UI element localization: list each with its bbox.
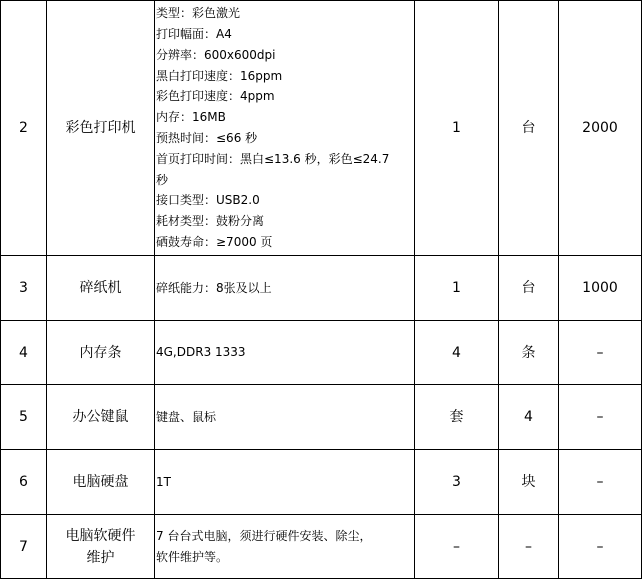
item-price: – (559, 321, 642, 385)
spec-line: 预热时间：≤66 秒 (156, 131, 258, 145)
row-index: 2 (1, 1, 47, 256)
spec-line: 软件维护等。 (156, 549, 229, 564)
item-name: 电脑硬盘 (47, 450, 155, 515)
row-index: 4 (1, 321, 47, 385)
item-name: 内存条 (47, 321, 155, 385)
spec-line: 接口类型：USB2.0 (156, 193, 260, 208)
row-index: 6 (1, 450, 47, 515)
item-quantity: 1 (415, 256, 499, 321)
spec-line: 碎纸能力：8张及以上 (156, 280, 272, 295)
spec-line: 键盘、鼠标 (156, 409, 217, 424)
spec-line: 4G,DDR3 1333 (156, 345, 246, 360)
item-unit: 条 (499, 321, 559, 385)
item-description (155, 256, 415, 321)
spec-line: 硒鼓寿命：≥7000 页 (156, 234, 273, 249)
row-index: 5 (1, 385, 47, 450)
item-description (155, 1, 415, 256)
item-quantity: 1 (415, 1, 499, 256)
spec-line: 秒 (156, 172, 169, 187)
spec-line: 彩色打印速度：4ppm (156, 89, 275, 104)
table-row (1, 321, 642, 385)
row-index: 3 (1, 256, 47, 321)
item-unit: 块 (499, 450, 559, 515)
item-price: – (559, 450, 642, 515)
spec-line: 7 台台式电脑，须进行硬件安装、除尘， (156, 528, 372, 543)
row-index: 7 (1, 515, 47, 579)
spec-line: 分辨率：600x600dpi (156, 47, 276, 62)
item-price: 1000 (559, 256, 642, 321)
item-quantity: 4 (415, 321, 499, 385)
item-unit: 4 (499, 385, 559, 450)
item-unit: – (499, 515, 559, 579)
item-price: 2000 (559, 1, 642, 256)
spec-line: 首页打印时间：黑白≤13.6 秒，彩色≤24.7 (156, 151, 390, 166)
item-name-line: 维护 (86, 549, 115, 566)
spec-line: 类型：彩色激光 (156, 6, 241, 21)
item-name-line: 电脑软硬件 (65, 527, 136, 544)
item-quantity: 3 (415, 450, 499, 515)
item-price: – (559, 385, 642, 450)
item-unit: 台 (499, 256, 559, 321)
item-description (155, 321, 415, 385)
item-unit: 台 (499, 1, 559, 256)
item-quantity: 套 (415, 385, 499, 450)
table-row (1, 256, 642, 321)
item-name: 办公键鼠 (47, 385, 155, 450)
item-name: 彩色打印机 (47, 1, 155, 256)
item-description (155, 450, 415, 515)
table-row (1, 450, 642, 515)
item-description (155, 515, 415, 579)
spec-line: 打印幅面：A4 (156, 27, 232, 42)
item-quantity: – (415, 515, 499, 579)
spec-line: 耗材类型：鼓粉分离 (156, 214, 265, 229)
spec-line: 1T (156, 474, 171, 489)
table-row (1, 385, 642, 450)
item-description (155, 385, 415, 450)
item-name (47, 515, 155, 579)
item-name: 碎纸机 (47, 256, 155, 321)
table-row (1, 1, 642, 256)
table-row (1, 515, 642, 579)
spec-line: 黑白打印速度：16ppm (156, 68, 283, 83)
spec-line: 内存：16MB (156, 110, 226, 125)
item-price: – (559, 515, 642, 579)
